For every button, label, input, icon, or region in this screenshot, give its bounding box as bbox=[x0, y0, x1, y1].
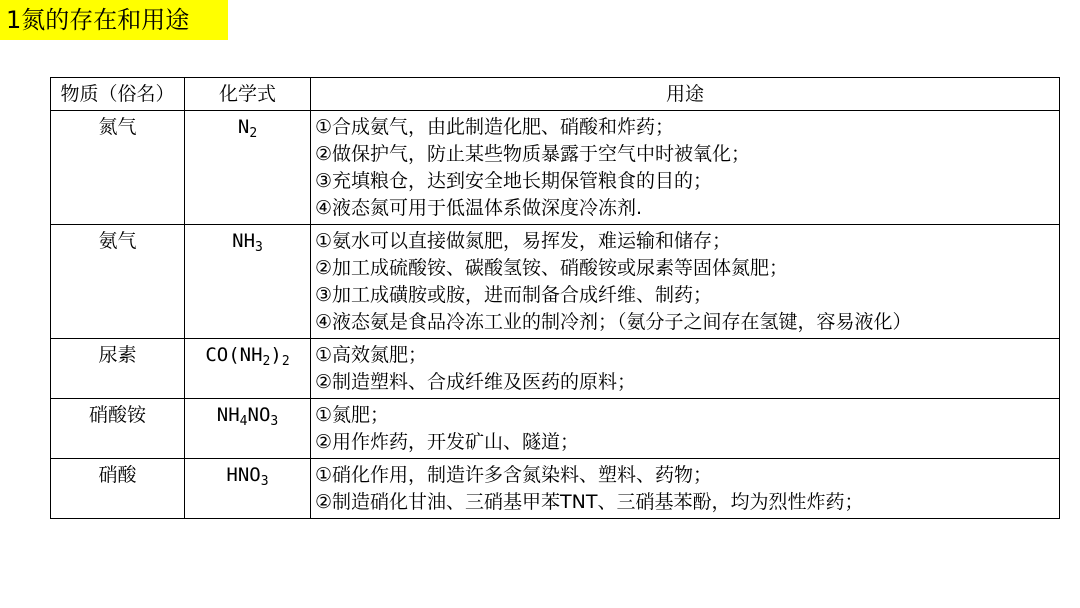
table-header-row bbox=[51, 78, 1060, 111]
use-item: ②用作炸药，开发矿山、隧道； bbox=[315, 431, 580, 453]
formula-text: NO bbox=[247, 404, 271, 426]
formula-text: HNO bbox=[226, 464, 261, 486]
uses-cell bbox=[311, 459, 1060, 519]
uses-cell bbox=[311, 339, 1060, 399]
uses-cell bbox=[311, 399, 1060, 459]
formula-subscript: 3 bbox=[270, 414, 279, 429]
use-item: ①氮肥； bbox=[315, 404, 390, 426]
formula-text: CO(NH bbox=[205, 344, 263, 366]
formula-text: NH bbox=[216, 404, 240, 426]
use-item: ②加工成硫酸铵、碳酸氢铵、硝酸铵或尿素等固体氮肥； bbox=[315, 257, 789, 279]
table-row bbox=[51, 111, 1060, 225]
substance-name: 氨气 bbox=[51, 225, 185, 339]
uses-cell bbox=[311, 111, 1060, 225]
formula-subscript: 4 bbox=[239, 414, 248, 429]
use-item: ①高效氮肥； bbox=[315, 344, 428, 366]
chemical-formula bbox=[185, 225, 311, 339]
uses-cell bbox=[311, 225, 1060, 339]
substance-name: 尿素 bbox=[51, 339, 185, 399]
formula-subscript: 2 bbox=[281, 354, 290, 369]
use-item: ④液态氮可用于低温体系做深度冷冻剂. bbox=[315, 197, 643, 219]
substance-name: 硝酸 bbox=[51, 459, 185, 519]
use-item: ①氨水可以直接做氮肥，易挥发，难运输和储存； bbox=[315, 230, 732, 252]
use-item: ③加工成磺胺或胺，进而制备合成纤维、制药； bbox=[315, 284, 713, 306]
formula-text: NH bbox=[232, 230, 256, 252]
chemical-formula bbox=[185, 399, 311, 459]
formula-subscript: 2 bbox=[249, 126, 258, 141]
use-item: ④液态氨是食品冷冻工业的制冷剂；（氨分子之间存在氢键，容易液化） bbox=[315, 311, 912, 333]
table-row bbox=[51, 339, 1060, 399]
use-item: ①合成氨气，由此制造化肥、硝酸和炸药； bbox=[315, 116, 675, 138]
table-row bbox=[51, 225, 1060, 339]
formula-text: N bbox=[237, 116, 250, 138]
formula-subscript: 3 bbox=[260, 474, 269, 489]
chemical-formula bbox=[185, 111, 311, 225]
use-item: ①硝化作用，制造许多含氮染料、塑料、药物； bbox=[315, 464, 713, 486]
formula-text: ) bbox=[270, 344, 282, 366]
nitrogen-uses-table bbox=[50, 77, 1060, 519]
use-item: ②做保护气，防止某些物质暴露于空气中时被氧化； bbox=[315, 143, 751, 165]
table-body bbox=[51, 111, 1060, 519]
use-item: ②制造塑料、合成纤维及医药的原料； bbox=[315, 371, 637, 393]
formula-subscript: 2 bbox=[262, 354, 271, 369]
chemical-formula bbox=[185, 339, 311, 399]
substance-name: 硝酸铵 bbox=[51, 399, 185, 459]
table-row bbox=[51, 399, 1060, 459]
chemical-formula bbox=[185, 459, 311, 519]
header-substance: 物质（俗名） bbox=[51, 78, 185, 111]
use-item: ③充填粮仓，达到安全地长期保管粮食的目的； bbox=[315, 170, 713, 192]
table-row bbox=[51, 459, 1060, 519]
header-formula: 化学式 bbox=[185, 78, 311, 111]
substance-name: 氮气 bbox=[51, 111, 185, 225]
use-item: ②制造硝化甘油、三硝基甲苯TNT、三硝基苯酚，均为烈性炸药； bbox=[315, 491, 864, 513]
section-title: 1氮的存在和用途 bbox=[0, 0, 228, 40]
header-uses: 用途 bbox=[311, 78, 1060, 111]
formula-subscript: 3 bbox=[255, 240, 263, 255]
